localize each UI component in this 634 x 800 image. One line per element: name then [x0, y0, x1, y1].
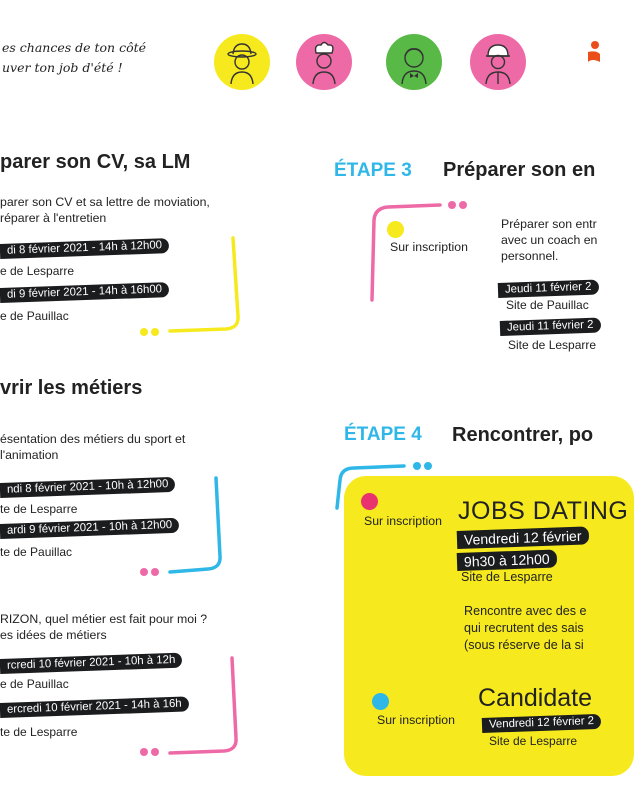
jobs-date: Vendredi 12 février — [457, 526, 589, 549]
tagline-line-1: es chances de ton côté — [2, 40, 147, 55]
step-cv-desc-line-2: réparer à l'entretien — [0, 211, 107, 225]
tagline-line-2: uver ton job d'été ! — [2, 60, 123, 75]
session-date: ardi 9 février 2021 - 10h à 12h00 — [0, 518, 179, 539]
yellow-dot-icon — [387, 221, 404, 238]
session-site: Site de Pauillac — [506, 298, 589, 312]
session-site: e de Pauillac — [0, 309, 69, 323]
jobs-desc-line-1: Rencontre avec des e — [464, 604, 587, 618]
step-metiers-title: vrir les métiers — [0, 377, 143, 399]
step4-title: Rencontrer, po — [452, 424, 594, 446]
pink-dot-icon — [361, 493, 378, 510]
session-site: te de Lesparre — [0, 502, 78, 516]
session-site: te de Lesparre — [0, 725, 78, 739]
step-cv-title: parer son CV, sa LM — [0, 151, 191, 173]
step-metiers-description — [0, 431, 185, 463]
jobs-site: Site de Lesparre — [461, 570, 553, 584]
session-site: e de Pauillac — [0, 677, 69, 691]
logo-mark — [584, 40, 600, 71]
tagline — [2, 38, 146, 78]
chef-icon — [296, 34, 352, 90]
session-date: rcredi 10 février 2021 - 10h à 12h — [0, 653, 183, 674]
step3-desc-line-1: Préparer son entr — [501, 217, 597, 231]
session-date: ndi 8 février 2021 - 10h à 12h00 — [0, 477, 176, 498]
candidate-date: Vendredi 12 février 2 — [482, 714, 602, 733]
step3-label: ÉTAPE 3 — [334, 160, 412, 181]
step3-title: Préparer son en — [443, 159, 596, 181]
step-metiers-desc-line-1: ésentation des métiers du sport et — [0, 432, 186, 446]
session-site: e de Lesparre — [0, 264, 75, 278]
candidate-title: Candidate — [478, 684, 592, 712]
step3-sur-inscription: Sur inscription — [390, 240, 468, 254]
jobs-description — [464, 603, 587, 654]
farmer-icon — [214, 34, 270, 90]
session-date: Jeudi 11 février 2 — [500, 317, 601, 335]
worker-icon — [470, 34, 526, 90]
step3-desc-line-3: personnel. — [501, 249, 559, 263]
session-date: di 9 février 2021 - 14h à 16h00 — [0, 282, 169, 303]
horizon-description — [0, 611, 207, 643]
session-date: ercredi 10 février 2021 - 14h à 16h — [0, 696, 189, 718]
jobs-sur-inscription: Sur inscription — [364, 514, 442, 528]
step3-description — [501, 216, 597, 264]
step4-label: ÉTAPE 4 — [344, 424, 422, 445]
step-cv-description — [0, 194, 210, 226]
horizon-desc-line-1: RIZON, quel métier est fait pour moi ? — [0, 612, 208, 626]
step-metiers-desc-line-2: l'animation — [0, 448, 59, 462]
session-site: te de Pauillac — [0, 545, 73, 559]
candidate-sur-inscription: Sur inscription — [377, 713, 455, 727]
step3-desc-line-2: avec un coach en — [501, 233, 598, 247]
session-date: di 8 février 2021 - 14h à 12h00 — [0, 238, 169, 259]
candidate-site: Site de Lesparre — [489, 734, 578, 748]
jobs-time: 9h30 à 12h00 — [457, 550, 557, 571]
session-date: Jeudi 11 février 2 — [498, 279, 599, 297]
cyan-dot-icon — [372, 693, 389, 710]
horizon-desc-line-2: es idées de métiers — [0, 628, 107, 642]
jobs-desc-line-2: qui recrutent des sais — [464, 621, 584, 635]
step-cv-desc-line-1: parer son CV et sa lettre de moviation, — [0, 195, 210, 209]
waiter-icon — [386, 34, 442, 90]
jobs-desc-line-3: (sous réserve de la si — [464, 638, 584, 652]
session-site: Site de Lesparre — [508, 338, 597, 352]
jobs-dating-title: JOBS DATING — [458, 497, 629, 525]
